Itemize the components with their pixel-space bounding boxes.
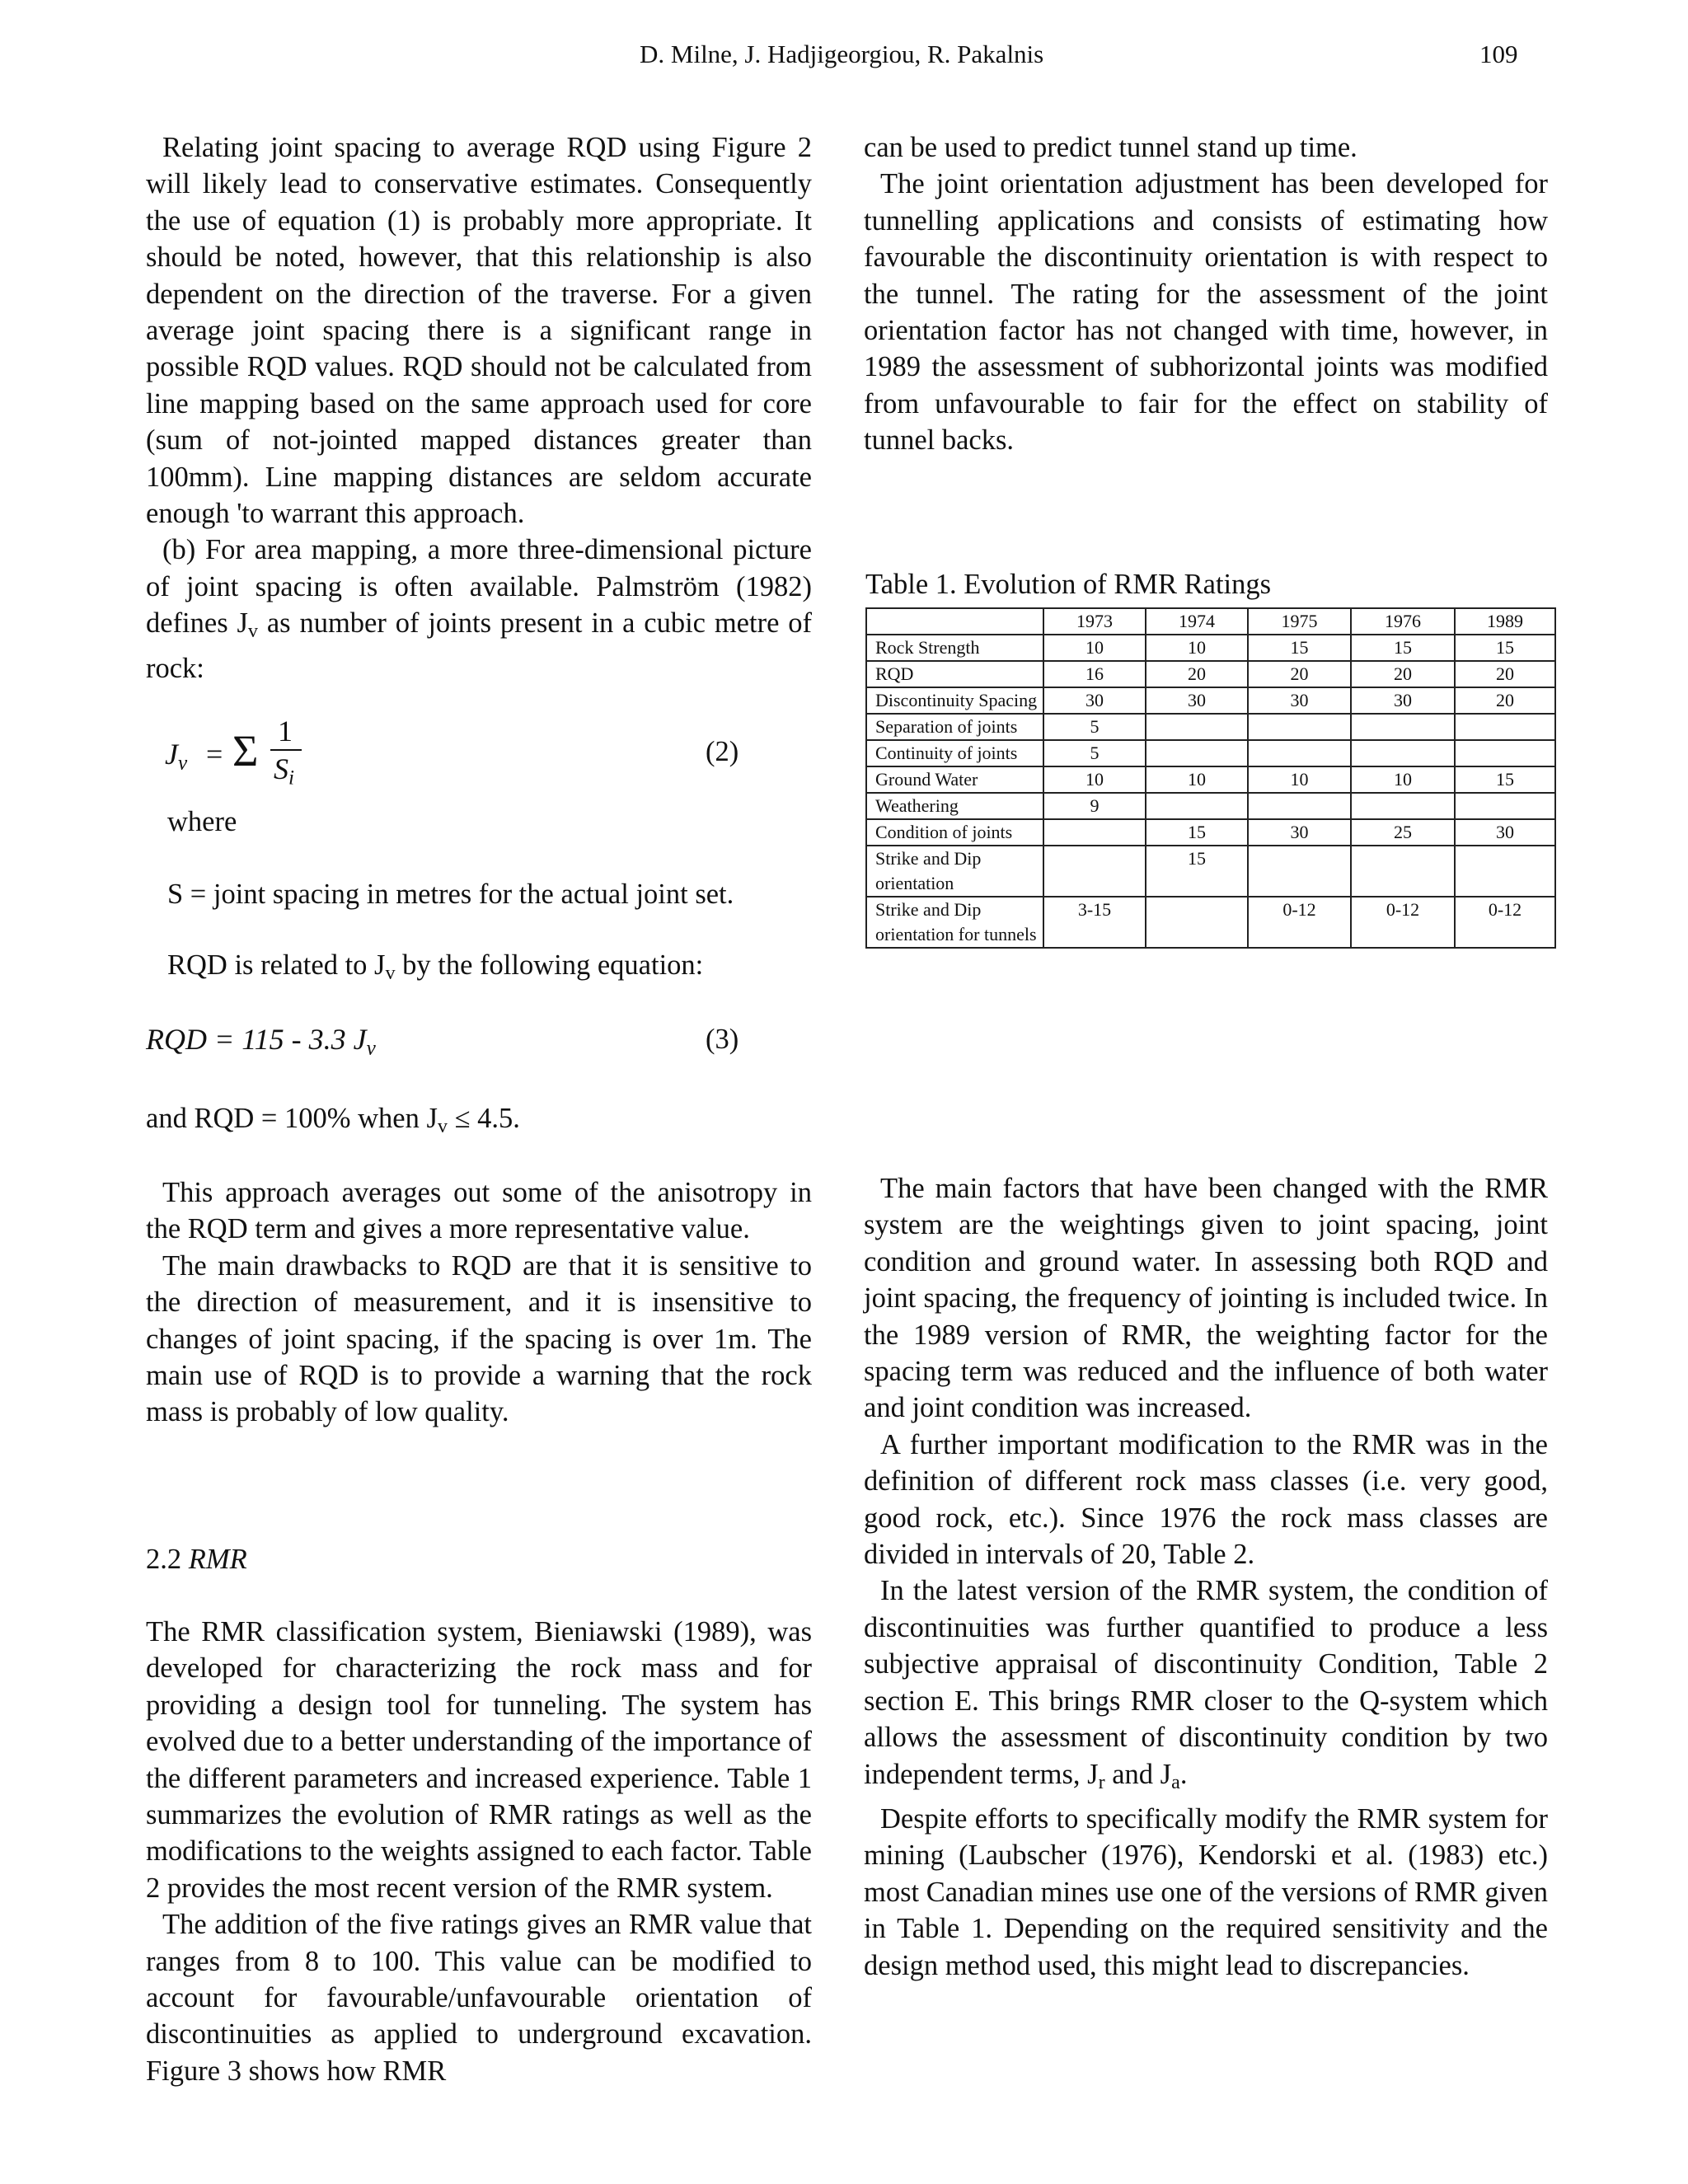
table-cell: 15: [1146, 819, 1248, 846]
table-cell: 16: [1043, 661, 1146, 687]
section-heading-rmr: 2.2 RMR: [146, 1544, 247, 1575]
table-cell: [1248, 846, 1351, 897]
left-column-middle: [146, 1174, 812, 1431]
paragraph-stand-up-time: can be used to predict tunnel stand up time.: [864, 132, 1357, 163]
table-cell: 20: [1455, 687, 1555, 714]
table-row-label: Continuity of joints: [866, 740, 1043, 766]
table-row-label: Strike and Dip orientation for tunnels: [866, 897, 1043, 948]
table-row: [866, 687, 1555, 714]
table-header-row: [866, 608, 1555, 635]
table-cell: 30: [1351, 687, 1455, 714]
table-1-caption: Table 1. Evolution of RMR Ratings: [865, 569, 1272, 600]
left-column-top: [146, 129, 812, 687]
table-cell: 15: [1455, 635, 1555, 661]
table-cell: 0-12: [1351, 897, 1455, 948]
paragraph-anisotropy: This approach averages out some of the anisotropy in the RQD term and gives a more representative value.: [146, 1177, 812, 1245]
table-cell: [1248, 793, 1351, 819]
table-cell: [1043, 846, 1146, 897]
paragraph-main-factors: The main factors that have been changed with the RMR system are the weightings given to joint spacing, joint condition and ground water. In assessing both RQD and joint spacing, the frequency of jointing is included twice. In the 1989 version of RMR, the weighting factor for the spacing term was reduced and the influence of both water and joint condition was increased.: [864, 1173, 1548, 1424]
table-cell: 10: [1043, 766, 1146, 793]
table-cell: 30: [1455, 819, 1555, 846]
table-cell: 15: [1248, 635, 1351, 661]
spacing-definition: S = joint spacing in metres for the actual joint set.: [167, 879, 734, 910]
paragraph-mining-modifications: Despite efforts to specifically modify the RMR system for mining (Laubscher (1976), Kendorski et al. (1983) etc.) most Canadian mines use one of the versions of RMR given in Table 1. Depending on the required sensitivity and the design method used, this might lead to discrepancies.: [864, 1802, 1548, 1981]
table-row: [866, 661, 1555, 687]
table-cell: [1146, 740, 1248, 766]
equation-3-number: (3): [706, 1024, 739, 1055]
table-cell: [1455, 793, 1555, 819]
table-row-label: Ground Water: [866, 766, 1043, 793]
table-cell: [1455, 846, 1555, 897]
table-row-label: Rock Strength: [866, 635, 1043, 661]
page-number: 109: [1479, 40, 1518, 68]
table-cell: 10: [1043, 635, 1146, 661]
table-cell: 20: [1455, 661, 1555, 687]
table-cell: 0-12: [1455, 897, 1555, 948]
table-header-cell: 1973: [1043, 608, 1146, 635]
paragraph-discontinuity-condition: In the latest version of the RMR system, the condition of discontinuities was further quantified to produce a less subjective appraisal of discontinuity Condition, Table 2 section E. This brings RMR closer to the Q-system which allows the assessment of discontinuity condition by two independent terms, $J_r$ and $J_a$.: [864, 1575, 1548, 1793]
table-row: [866, 766, 1555, 793]
table-cell: 5: [1043, 740, 1146, 766]
table-cell: [1351, 714, 1455, 740]
table-row: [866, 819, 1555, 846]
table-header-cell: [866, 608, 1043, 635]
equation-2-number: (2): [706, 736, 739, 767]
table-1-rmr-evolution: [865, 607, 1556, 949]
table-cell: 10: [1146, 635, 1248, 661]
right-column-top: [864, 129, 1548, 459]
table-cell: [1146, 897, 1248, 948]
paragraph-joint-spacing: Relating joint spacing to average RQD using Figure 2 will likely lead to conservative estimates. Consequently the use of equation (1) is probably more appropriate. It should be noted, however, that this relationship is also dependent on the direction of the traverse. For a given average joint spacing there is a significant range in possible RQD values. RQD should not be calculated from line mapping based on the same approach used for core (sum of not-jointed mapped distances greater than 100mm). Line mapping distances are seldom accurate enough 'to warrant this approach.: [146, 132, 812, 530]
table-cell: 15: [1455, 766, 1555, 793]
table-row-label: RQD: [866, 661, 1043, 687]
table-row: [866, 793, 1555, 819]
table-cell: [1351, 793, 1455, 819]
table-row-label: Condition of joints: [866, 819, 1043, 846]
table-cell: [1248, 714, 1351, 740]
table-cell: 30: [1043, 687, 1146, 714]
equation-2: $J_v$ = Σ 1 $S_i$: [165, 719, 742, 801]
table-cell: 9: [1043, 793, 1146, 819]
table-cell: 0-12: [1248, 897, 1351, 948]
equation-3: RQD = 115 - 3.3 $J_v$: [146, 1023, 376, 1060]
right-column-bottom: [864, 1170, 1548, 1984]
table-cell: 15: [1146, 846, 1248, 897]
table-row: [866, 897, 1555, 948]
rqd-relation-text: RQD is related to $J_v$ by the following equation:: [167, 949, 704, 985]
table-cell: 25: [1351, 819, 1455, 846]
table-cell: [1351, 846, 1455, 897]
table-header-cell: 1974: [1146, 608, 1248, 635]
table-row-label: Weathering: [866, 793, 1043, 819]
table-cell: 3-15: [1043, 897, 1146, 948]
paragraph-rmr-system: The RMR classification system, Bieniawski (1989), was developed for characterizing the rock mass and for providing a design tool for tunneling. The system has evolved due to a better understanding of the importance of the different parameters and increased experience. Table 1 summarizes the evolution of RMR ratings as well as the modifications to the weights assigned to each factor. Table 2 provides the most recent version of the RMR system.: [146, 1616, 812, 1904]
table-row: [866, 635, 1555, 661]
table-cell: 10: [1351, 766, 1455, 793]
left-column-bottom: [146, 1614, 812, 2089]
table-cell: 15: [1351, 635, 1455, 661]
table-cell: 10: [1146, 766, 1248, 793]
table-row-label: Strike and Dip orientation: [866, 846, 1043, 897]
table-cell: [1146, 714, 1248, 740]
table-cell: 20: [1351, 661, 1455, 687]
table-cell: 10: [1248, 766, 1351, 793]
table-cell: 20: [1248, 661, 1351, 687]
table-cell: 20: [1146, 661, 1248, 687]
rqd-condition: and RQD = 100% when $J_v \le 4.5$.: [146, 1103, 520, 1138]
table-cell: [1248, 740, 1351, 766]
table-cell: [1146, 793, 1248, 819]
table-cell: [1455, 740, 1555, 766]
table-header-cell: 1975: [1248, 608, 1351, 635]
running-header-authors: D. Milne, J. Hadjigeorgiou, R. Pakalnis: [640, 40, 1044, 68]
table-header-cell: 1976: [1351, 608, 1455, 635]
table-row: [866, 740, 1555, 766]
table-row-label: Separation of joints: [866, 714, 1043, 740]
table-header-cell: 1989: [1455, 608, 1555, 635]
table-cell: [1351, 740, 1455, 766]
paragraph-rqd-drawbacks: The main drawbacks to RQD are that it is sensitive to the direction of measurement, and it is insensitive to changes of joint spacing, if the spacing is over 1m. The main use of RQD is to provide a warning that the rock mass is probably of low quality.: [146, 1249, 812, 1428]
paragraph-area-mapping: (b) For area mapping, a more three-dimensional picture of joint spacing is often available. Palmström (1982) defines $J_v$ as number of joints present in a cubic metre of rock:: [146, 534, 812, 684]
table-row: [866, 846, 1555, 897]
where-label: where: [167, 806, 237, 837]
table-row-label: Discontinuity Spacing: [866, 687, 1043, 714]
table-row: [866, 714, 1555, 740]
table-cell: 30: [1146, 687, 1248, 714]
paragraph-rock-mass-classes: A further important modification to the RMR was in the definition of different rock mass classes (i.e. very good, good rock, etc.). Since 1976 the rock mass classes are divided in intervals of 20, Table 2.: [864, 1428, 1548, 1571]
table-cell: [1043, 819, 1146, 846]
table-cell: [1455, 714, 1555, 740]
table-cell: 30: [1248, 687, 1351, 714]
table-cell: 5: [1043, 714, 1146, 740]
page-header: [0, 40, 1688, 76]
paragraph-joint-orientation: The joint orientation adjustment has been developed for tunnelling applications and consists of estimating how favourable the discontinuity orientation is with respect to the tunnel. The rating for the assessment of the joint orientation factor has not changed with time, however, in 1989 the assessment of subhorizontal joints was modified from unfavourable to fair for the effect on stability of tunnel backs.: [864, 168, 1548, 457]
table-cell: 30: [1248, 819, 1351, 846]
paragraph-rmr-ratings: The addition of the five ratings gives an RMR value that ranges from 8 to 100. This value can be modified to account for favourable/unfavourable orientation of discontinuities as applied to underground excavation. Figure 3 shows how RMR: [146, 1909, 812, 2087]
